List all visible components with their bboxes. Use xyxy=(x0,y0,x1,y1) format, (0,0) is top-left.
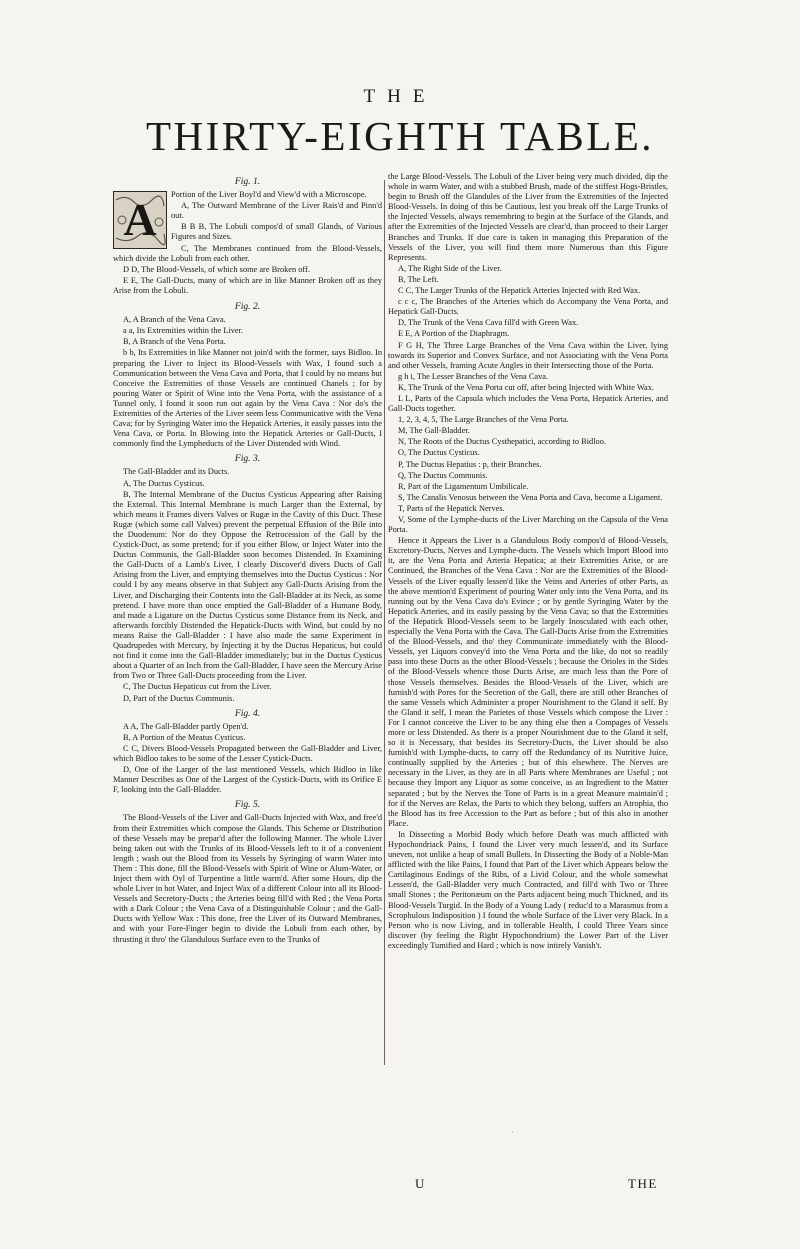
header-the: THE xyxy=(363,86,437,107)
paragraph: D, The Trunk of the Vena Cava fill'd with Green Wax. xyxy=(398,318,579,328)
fig-1-heading: Fig. 1. xyxy=(234,176,261,187)
paragraph: S, The Canalis Venosus between the Vena Porta and Cava, become a Ligament. xyxy=(398,492,663,502)
paragraph: L L, Parts of the Capsula which includes the Vena Porta, Hepatick Arteries, and Gall-Ducts together. xyxy=(388,393,668,414)
paragraph: C C, Divers Blood-Vessels Propagated between the Gall-Bladder and Liver, which Bidloo takes to be some of the Lesser Cystick-Ducts. xyxy=(113,743,382,763)
fig-3-heading: Fig. 3. xyxy=(234,453,261,465)
paragraph: B, A Portion of the Meatus Cysticus. xyxy=(123,732,246,742)
paragraph: D, Part of the Ductus Communis. xyxy=(123,693,235,703)
paragraph: C C, The Larger Trunks of the Hepatick Arteries Injected with Red Wax. xyxy=(398,286,641,296)
paragraph: V, Some of the Lymphe-ducts of the Liver Marching on the Capsula of the Vena Porta. xyxy=(388,515,668,535)
fig-5-heading: Fig. 5. xyxy=(234,799,261,811)
paragraph: c c c, The Branches of the Arteries which do Accompany the Vena Porta, and Hepatick Gall-Ducts. xyxy=(388,297,668,317)
left-column xyxy=(113,172,382,1192)
column-divider xyxy=(384,180,385,1065)
paragraph: b b, Its Extremities in like Manner not join'd with the former, says Bidloo. In preparing the Liver to Inject its Blood-Vessels with Wax, I found such a Communication between the Vena Cava and Porta, that I could by no means but Conceive the Extremities of those Vessels are continued Chanels ; for by pouring Water or Spirit of Wine into the Vena Porta, with the assistance of a Tunnel only, I found it soon run out again by the Vena Cava : Nor do's the Extremities of the Arteries of the Liver seem less Communicative with the Vena Cava; for by Syringing Water into the Hepatick Arteries, it easily passes into the Vena Cava, or Porta. In Blowing into the Hepatick Arteries or Gall-Ducts, I commonly find the Lympheducts of the Liver Distended with Wind. xyxy=(113,348,382,449)
paragraph: Portion of the Liver Boyl'd and View'd with a Microscope. xyxy=(171,190,367,200)
paragraph: The Gall-Bladder and its Ducts. xyxy=(123,467,230,477)
right-column xyxy=(388,172,668,1192)
paragraph: F G H, The Three Large Branches of the Vena Cava within the Liver, lying towards its Superior and Convex Surface, and not Associating with the Vena Porta and other Vessels, framing Acute Angles in their Intersecting those of the Porta. xyxy=(388,340,668,370)
paragraph: D D, The Blood-Vessels, of which some are Broken off. xyxy=(123,264,310,274)
paragraph: g h i, The Lesser Branches of the Vena Cava. xyxy=(398,371,549,381)
fig-2-captions xyxy=(113,315,382,449)
paragraph: a a, Its Extremities within the Liver. xyxy=(123,326,244,336)
paragraph: D, One of the Larger of the last mentioned Vessels, which Bidloo in like Manner Describes as One of the Largest of the Cystick-Ducts, with its Orifice E F, looking into the Gall-Bladder. xyxy=(113,765,382,795)
paragraph: C, The Membranes continued from the Blood-Vessels, which divide the Lobuli from each other. xyxy=(113,243,382,263)
paragraph: T, Parts of the Hepatick Nerves. xyxy=(398,503,505,513)
decorated-initial xyxy=(113,191,167,249)
paragraph: the Large Blood-Vessels. The Lobuli of the Liver being very much divided, dip the whole in warm Water, and with a stubbed Brush, made of the stiffest Hogs-Bristles, begin to Brush off the Glandules of the Liver from the Extremities of the Injected Blood-Vessels. In doing of this be Cautious, lest you break off the Large Trunks of the Injected Vessels, always remembring to begin at the Surface of the Glands, and after the Extremities of the Injected Vessels are clear'd, than proceed to their Larger Branches and Trunks. If due care is taken in managing this Preparation of the Vessels of the Liver, you will find them more Numerous than this Figure Represents. xyxy=(388,172,668,262)
paragraph: A, The Outward Membrane of the Liver Rais'd and Pinn'd out. xyxy=(171,201,382,221)
paragraph: B, The Left. xyxy=(398,274,439,284)
fig-4-captions xyxy=(113,722,382,796)
signature-mark: U xyxy=(415,1176,425,1191)
paragraph: E E, A Portion of the Diaphragm. xyxy=(398,329,510,339)
catchword: THE xyxy=(628,1176,658,1191)
paragraph: R, Part of the Ligamentum Umbilicale. xyxy=(398,481,529,491)
paragraph: A, The Right Side of the Liver. xyxy=(398,263,502,273)
paragraph: K, The Trunk of the Vena Porta cut off, after being Injected with White Wax. xyxy=(398,382,654,392)
paragraph: B B B, The Lobuli compos'd of small Glands, of Various Figures and Sizes. xyxy=(171,222,382,242)
paragraph: A A, The Gall-Bladder partly Open'd. xyxy=(123,721,249,731)
paragraph: B, The Internal Membrane of the Ductus Cysticus Appearing after Raising the External. This Internal Membrane is much Larger than the External, by which means it Frames divers Valves or Rugæ in the Cavity of this Duct. These Rugæ (which some call Valves) prevent the perpetual Effusion of the Bile into the Duodenum: Nor do they Oppose the Retrocession of the Gall by the Cystick-Duct, as some pretend; for if you either Blow, or Inject Water into the Ductus Communis, the Gall-Bladder soon becomes Distended. In Examining the Gall-Ducts of a Lamb's Liver, I clearly Discover'd divers Ducts of Gall Arising from the Liver, and emptying themselves into the Ductus Cysticus : Nor could I by any means observe in that Subject any Gall-Ducts Arising from the Liver, and Discharging their Contents into the Gall-Bladder at its Neck, as some pretend. I have more than once emptied the Gall-Bladder of a Humane Body, and made a Ligature on the Ductus Cysticus some Distance from its Neck, and afterwards forcibly Distended the Hepatick-Ducts with Wind, but could by no means Raise the Gall-Bladder : I have also made the same Experiment in Quadrupedes with Mercury, by Injecting it by the Ductus Hepaticus, but could not find it come into the Gall-Bladder immediately; but in the Ductus Cysticus about a Quarter of an Inch from the Gall-Bladder, I have seen the Mercury Arise from Two or Three Gall-Ducts proceeding from the Liver. xyxy=(113,489,382,681)
paragraph: E E, The Gall-Ducts, many of which are in like Manner Broken off as they Arise from the Lobuli. xyxy=(113,275,382,295)
paragraph: 1, 2, 3, 4, 5, The Large Branches of the Vena Porta. xyxy=(398,415,569,425)
paragraph: N, The Roots of the Ductus Cysthepatici, according to Bidloo. xyxy=(398,437,606,447)
paragraph: Q, The Ductus Communis. xyxy=(398,470,488,480)
paragraph: C, The Ductus Hepaticus cut from the Liver. xyxy=(123,682,272,692)
page-title: THIRTY-EIGHTH TABLE. xyxy=(145,113,655,159)
fig-2-heading: Fig. 2. xyxy=(234,301,261,313)
paragraph: A, A Branch of the Vena Cava. xyxy=(123,315,226,325)
paragraph: O, The Ductus Cysticus. xyxy=(398,448,480,458)
margin-mark: · xyxy=(511,1128,514,1137)
paragraph: In Dissecting a Morbid Body which before Death was much afflicted with Hypochondriack Pains, I found the Liver very much lessen'd, and its Surface uneven, not unlike a heap of small Bullets. In Dissecting the Body of a Noble-Man afflicted with the like Pains, I found that Part of the Liver which Appears below the Cartilaginous Endings of the Ribs, of a Livid Colour, and the whole somewhat Lessen'd, the Gall-Bladder very much Contracted, and fill'd with Two or Three small Stones ; the Peritonæum on the Parts adjacent being much Thickned, and its Blood-Vessels Turgid. In the Body of a Young Lady ( reduc'd to a Marasmus from a Scrophulous Indisposition ) I found the whole Surface of the Liver very Black. In a Person who is now Living, and in tollerable Health, I could Three Years since discover (by feeling the Right Hypochondrium) the Lower Part of the Liver exceedingly Tumified and Hard ; which is now intirely Vanish't. xyxy=(388,829,668,950)
dropcap-letter: A xyxy=(123,194,157,246)
fig-4-heading: Fig. 4. xyxy=(234,707,261,719)
paragraph: A, The Ductus Cysticus. xyxy=(123,478,205,488)
right-captions xyxy=(388,172,668,951)
paragraph: The Blood-Vessels of the Liver and Gall-Ducts Injected with Wax, and free'd from their Extremities which compose the Glands. This Scheme or Distribution of these Vessels may be prepar'd after the following Manner. The whole Liver being taken out with the Trunks of its Blood-Vessels left to it of a convenient length ; wash out the Blood from its Vessels by Syringing of warm Water into Them : This done, fill the Blood-Vessels with Spirit of Wine or Alum-Water, or Inject them with Oyl of Turpentine a little warm'd. After some Hours, dip the whole Liver in hot Water, and Inject Wax of a different Colour into all its Blood-Vessels and Secretory-Ducts ; the Arteries being fill'd with Red ; the Vena Porta with a Dark Colour ; the Vena Cava of a Distinguishable Colour ; and the Gall-Ducts with Yellow Wax : This done, free the Liver of its Outward Membranes, and with your Fore-Finger begin to divide the Lobuli from each other, by thrusting it thro' the Glandulous Surface even to the Trunks of xyxy=(113,813,382,944)
fig-1-block xyxy=(113,190,382,297)
paragraph: M, The Gall-Bladder. xyxy=(398,426,470,436)
fig-3-captions xyxy=(113,467,382,703)
paragraph: B, A Branch of the Vena Porta. xyxy=(123,337,226,347)
paragraph: P, The Ductus Hepatius : p, their Branches. xyxy=(398,459,542,469)
paragraph: Hence it Appears the Liver is a Glandulous Body compos'd of Blood-Vessels, Excretory-Ducts, Nerves and Lymphe-ducts. The Vessels which Import Blood into it, are the Vena Porta and Arteria Hepatica; at their Extremities Arise, or are Continued, the Branches of the Vena Cava : Nor are the Extremities of the Blood-Vessels of the Liver equally lessen'd like the Veins and Arteries of other Parts, as the above mention'd Experiment of pouring Water only into the Vena Porta, and its running out by the Vena Cava do's Evince ; or by gentle Syringing Water by the Hepatick Arteries, and its easily passing by the Vena Cava; so that the Extremities of the Hepatick Blood-Vessels seem to be largely Inosculated with each other, especially the Vena Porta with the Cava. The Gall-Ducts Arise from the Extremities of the Blood-Vessels, and tho' they Communicate immediately with the Blood-Vessels, yet Liquors convey'd into the Vena Porta and the like, do not so readily pass into these Ducts as the other Blood-Vessels ; because the Orioles in the Sides of the Blood-Vessels whence those Ducts Arise, are much less than the Pore of those Vessels themselves. Besides the Blood-Vessels of the Liver, which are furnish'd with Pores for the Secretion of the Gall, there are still other Branches of the same Vessels which Administer a proper Nourishment to the Gland it self. By the Gland it self, I mean the Parietes of those Vessels which compose the Liver : For I cannot conceive the Liver to be any thing else then a Compages of Vessels more or less Distended. As there is a proper Nourishment due to the Gland it self, so it is Necessary, that besides its Secretory-Ducts, the Liver should be also furnish'd with Lymphe-ducts, to carry off the Redundancy of its Nutritive Juice, continually supplied by the Arteries ; but of this elsewhere. The Nerves are necessary in the Liver, as they are in all Parts where Membranes are Useful ; not because they Import any Liquor as some conceive, as an Ingredient to the Matter separated ; but by the Nerves the Tone of Parts is in a great Measure maintain'd ; for if the Nerves are Relax, the Parts to which they belong, suffers an Atrophia, tho the Blood has its free Accession to the Part as before ; but of this also in another Place. xyxy=(388,536,668,828)
fig-5-captions xyxy=(113,813,382,944)
